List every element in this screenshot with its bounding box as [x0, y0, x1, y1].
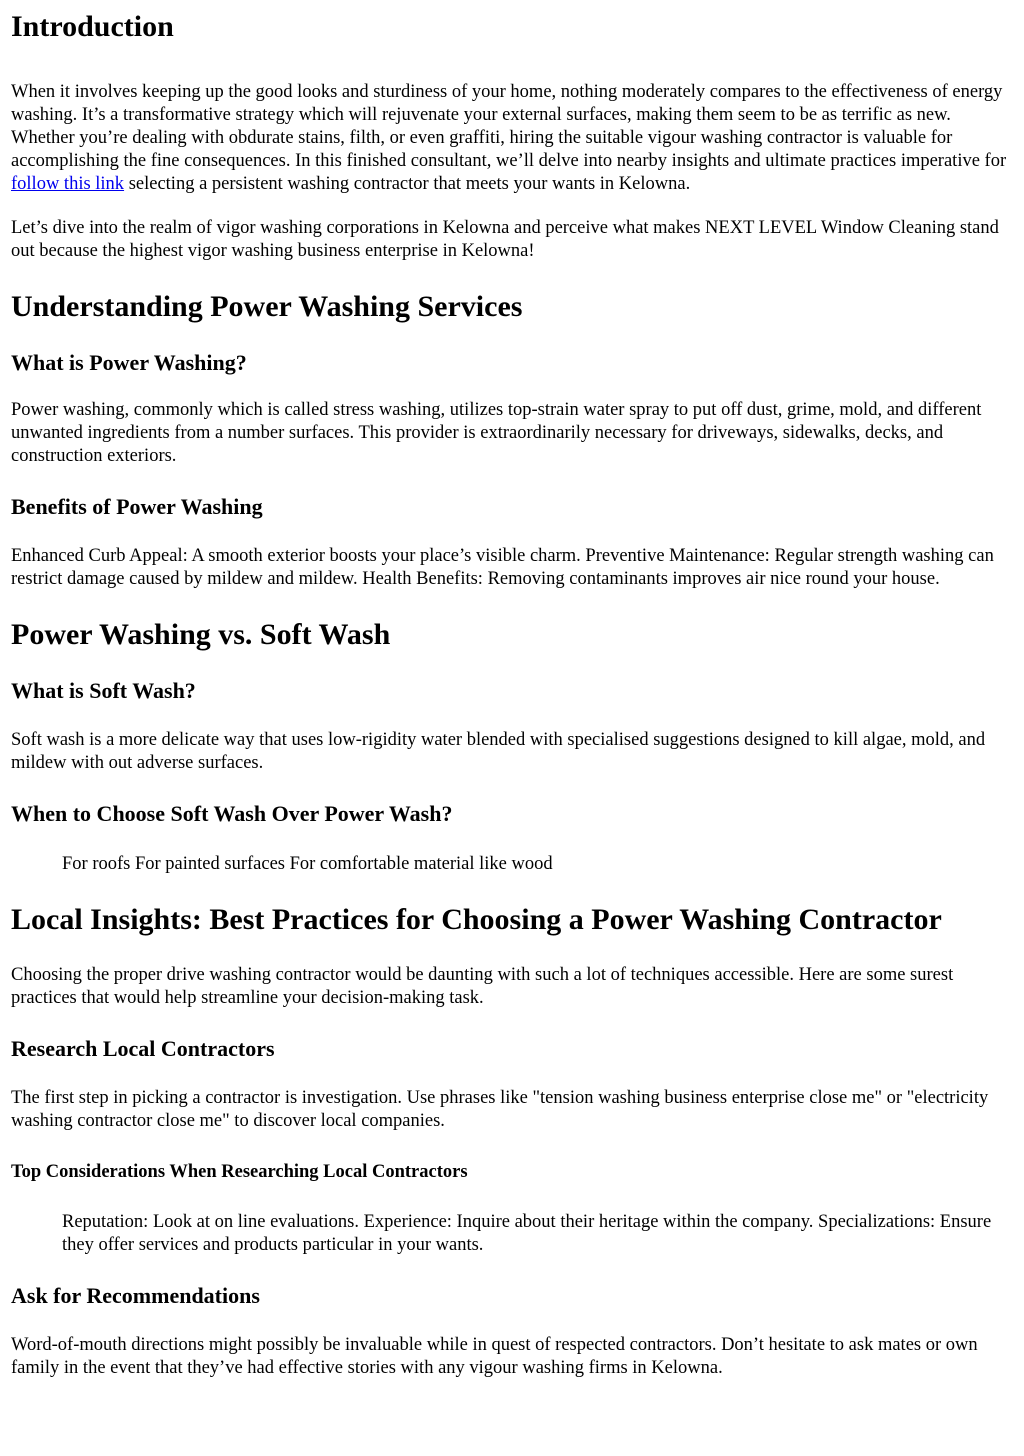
understanding-heading: Understanding Power Washing Services	[11, 290, 523, 323]
vs-heading: Power Washing vs. Soft Wash	[11, 618, 391, 651]
what-is-soft-wash-heading: What is Soft Wash?	[11, 678, 196, 703]
intro-p1-text-before: When it involves keeping up the good looks and sturdiness of your home, nothing moderately compares to the effectiveness of energy washing. It’s a transformative strategy which will rejuvenate your external surfaces, making them seem to be as terrific as new. Whether you’re dealing with obdurate stains, filth, or even graffiti, hiring the suitable vigour washing contractor is valuable for accomplishing the fine consequences. In this finished consultant, we’ll delve into nearby insights and ultimate practices imperative for	[11, 82, 1007, 171]
benefits-text: Enhanced Curb Appeal: A smooth exterior boosts your place’s visible charm. Preventive Maintenance: Regular strength washing can restrict damage caused by mildew and mildew. Health Benefits: Removing contaminants improves air nice round your house.	[11, 546, 994, 589]
benefits-heading: Benefits of Power Washing	[11, 494, 263, 519]
intro-paragraph-2: Let’s dive into the realm of vigor washing corporations in Kelowna and perceive what makes NEXT LEVEL Window Cleaning stand out because the highest vigor washing business enterprise in Kelowna!	[11, 218, 999, 261]
what-is-power-washing-heading: What is Power Washing?	[11, 350, 247, 375]
research-heading: Research Local Contractors	[11, 1036, 275, 1061]
what-is-soft-wash-text: Soft wash is a more delicate way that uses low-rigidity water blended with specialised suggestions designed to kill algae, mold, and mildew with out adverse surfaces.	[11, 730, 986, 773]
considerations-list	[11, 1211, 1014, 1257]
ask-recommendations-heading: Ask for Recommendations	[11, 1283, 260, 1308]
follow-this-link[interactable]: follow this link	[11, 174, 125, 194]
research-text: The first step in picking a contractor is investigation. Use phrases like "tension washing business enterprise close me" or "electricity washing contractor close me" to discover local companies.	[11, 1088, 989, 1131]
when-soft-wash-list	[11, 853, 1014, 876]
intro-paragraph-1	[11, 81, 1014, 196]
what-is-power-washing-text: Power washing, commonly which is called stress washing, utilizes top-strain water spray to put off dust, grime, mold, and different unwanted ingredients from a number surfaces. This provider is extraordinarily necessary for driveways, sidewalks, decks, and construction exteriors.	[11, 400, 982, 466]
local-insights-heading: Local Insights: Best Practices for Choosing a Power Washing Contractor	[11, 903, 942, 936]
intro-p1-text-after: selecting a persistent washing contractor that meets your wants in Kelowna.	[124, 174, 691, 194]
list-item: Reputation: Look at on line evaluations. Experience: Inquire about their heritage within the company. Specializations: Ensure they offer services and products particular in your wants.	[62, 1212, 992, 1255]
when-soft-wash-heading: When to Choose Soft Wash Over Power Wash?	[11, 801, 453, 826]
intro-heading: Introduction	[11, 10, 174, 43]
local-insights-text: Choosing the proper drive washing contractor would be daunting with such a lot of techniques accessible. Here are some surest practices that would help streamline your decision-making task.	[11, 965, 954, 1008]
considerations-heading: Top Considerations When Researching Local Contractors	[11, 1162, 468, 1182]
list-item: For roofs For painted surfaces For comfortable material like wood	[62, 854, 553, 874]
article	[0, 10, 1024, 1380]
ask-recommendations-text: Word-of-mouth directions might possibly be invaluable while in quest of respected contractors. Don’t hesitate to ask mates or own family in the event that they’ve had effective stories with any vigour washing firms in Kelowna.	[11, 1335, 978, 1378]
